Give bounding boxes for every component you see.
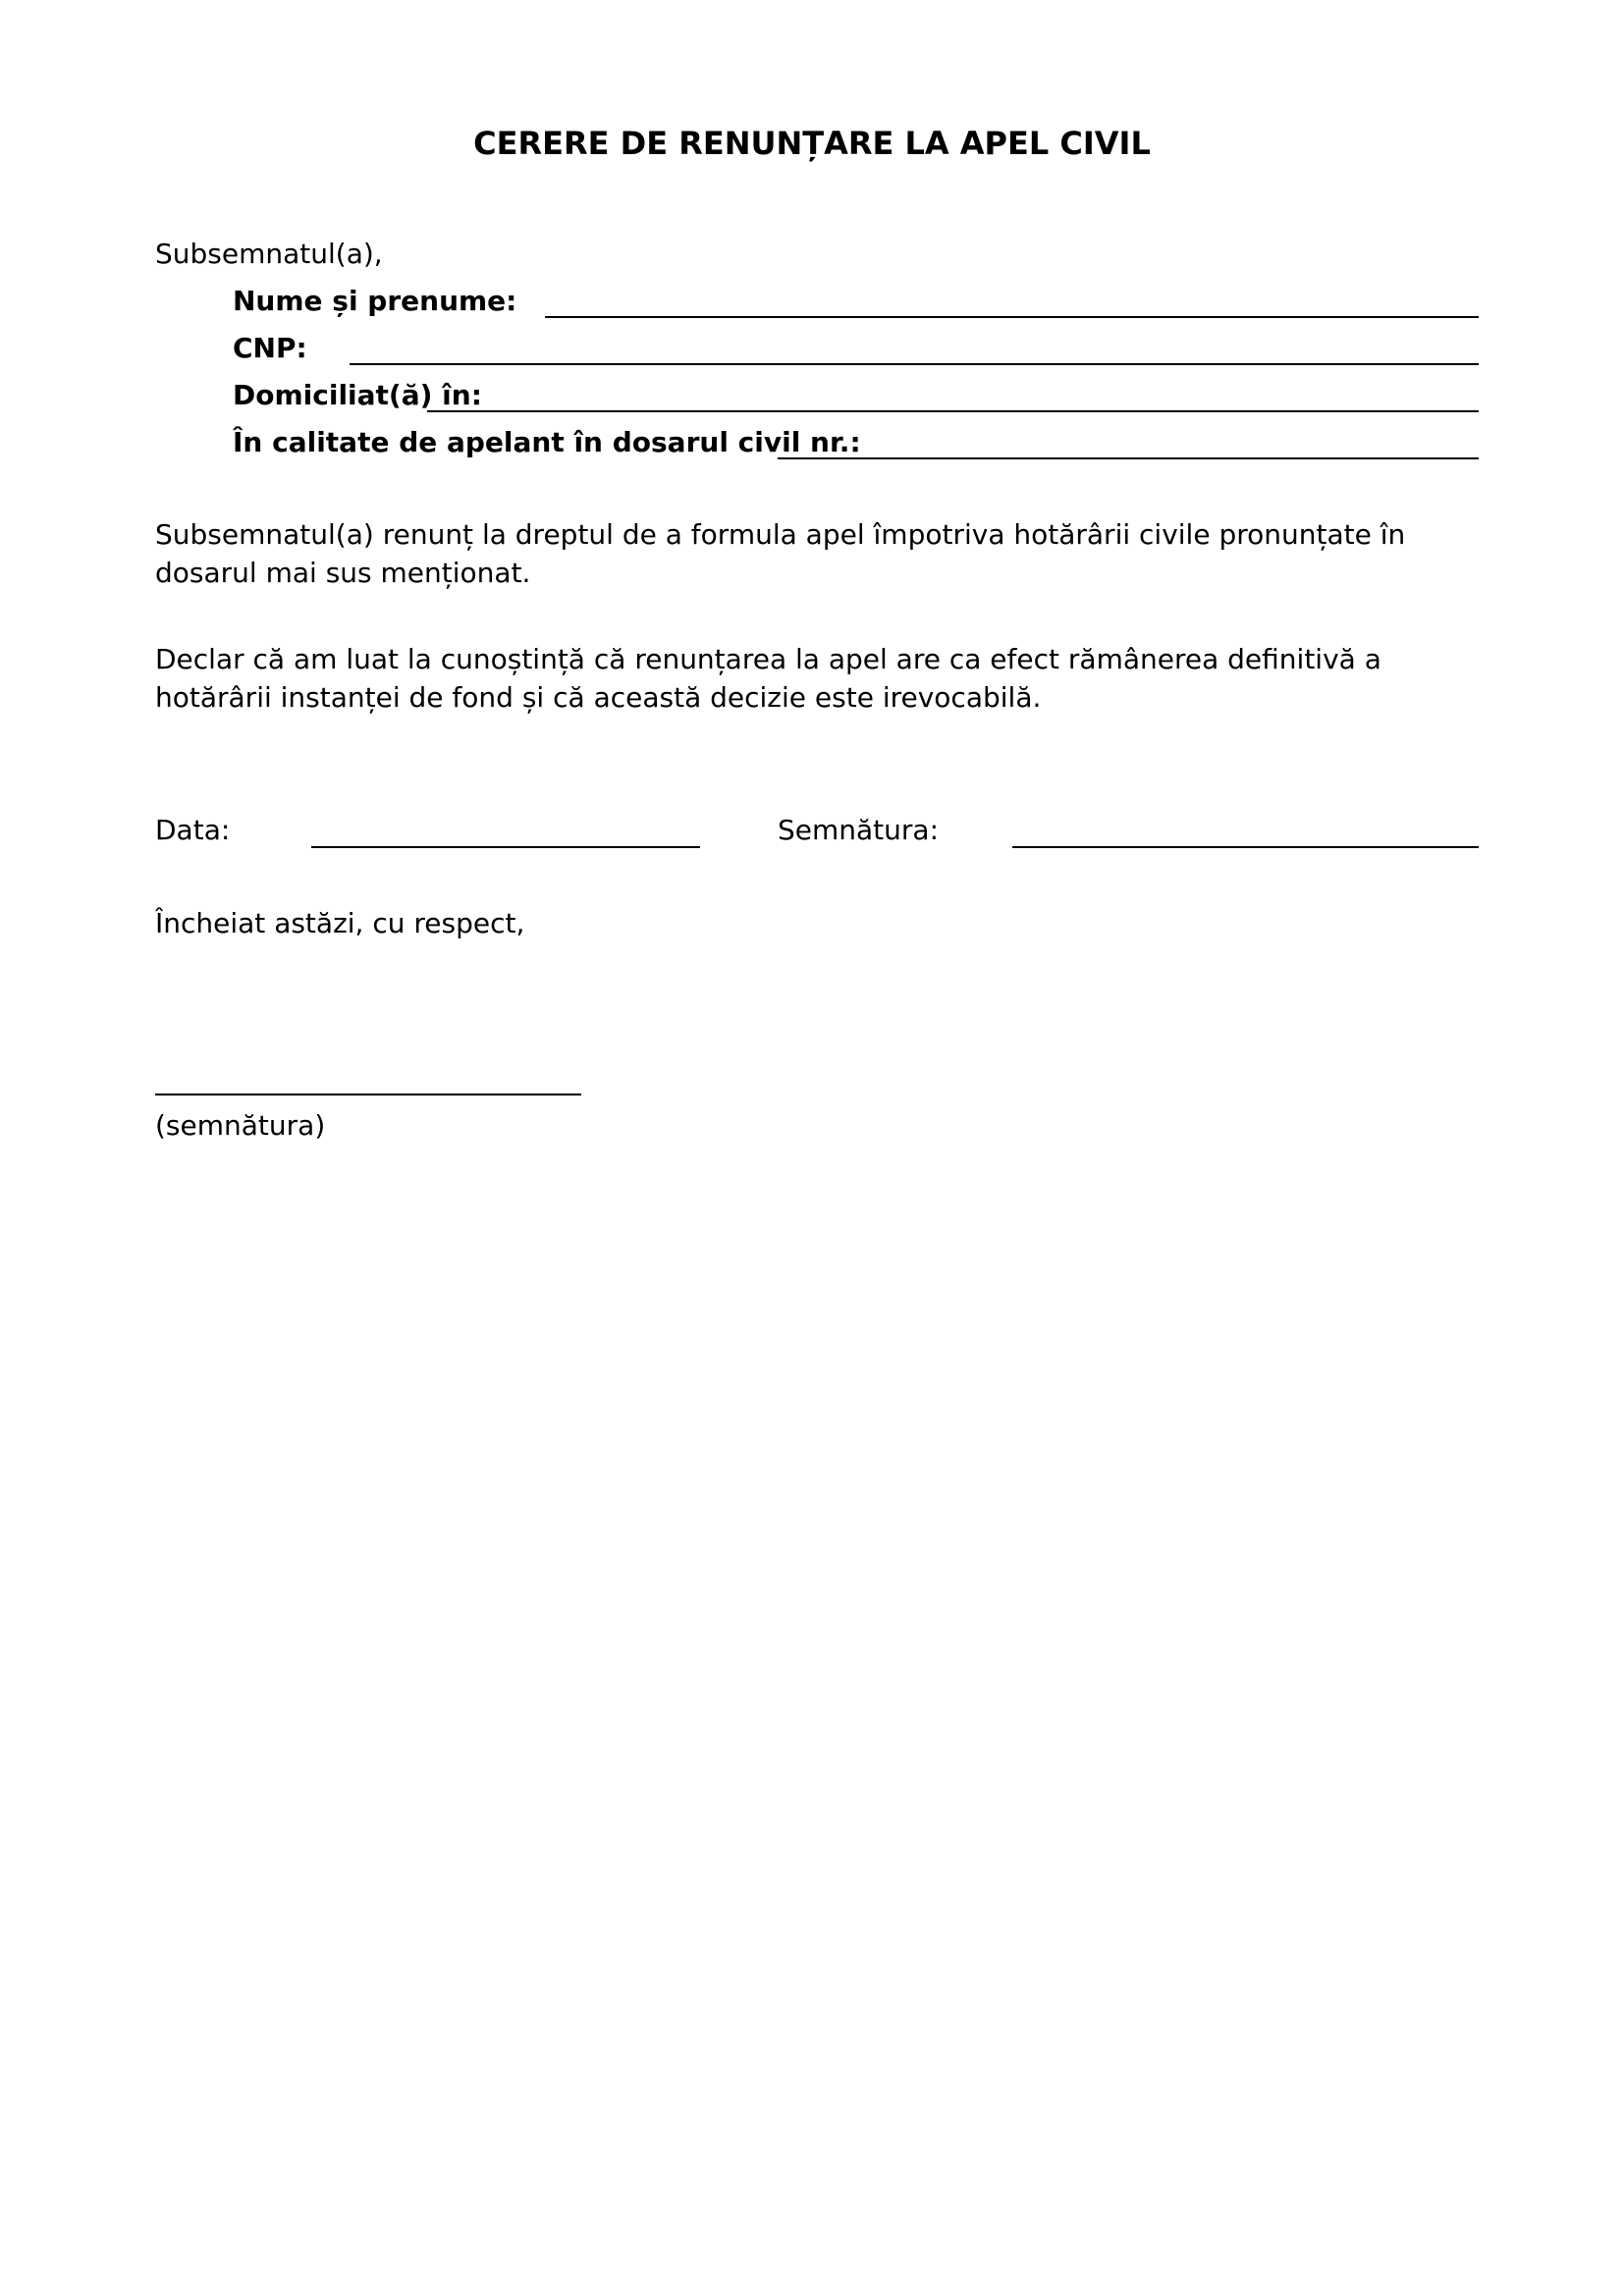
signature-label: Semnătura: (778, 814, 940, 846)
address-label: Domiciliat(ă) în: (233, 379, 482, 411)
renunciation-paragraph: Subsemnatul(a) renunț la dreptul de a formula apel împotriva hotărârii civile pronunțate în dosarul mai sus menționat. (155, 518, 1406, 589)
address-field-line[interactable] (427, 410, 1479, 412)
date-field-line[interactable] (311, 846, 700, 848)
bottom-signature-line[interactable] (155, 1094, 581, 1095)
name-field-line[interactable] (545, 316, 1479, 318)
cnp-field-line[interactable] (350, 363, 1479, 365)
case-number-label: În calitate de apelant în dosarul civil nr.: (233, 426, 861, 458)
case-number-field-line[interactable] (778, 457, 1479, 459)
signature-field-line[interactable] (1012, 846, 1479, 848)
closing-text: Încheiat astăzi, cu respect, (155, 907, 525, 939)
intro-text: Subsemnatul(a), (155, 238, 383, 270)
document-title: CERERE DE RENUNȚARE LA APEL CIVIL (473, 125, 1151, 162)
name-label: Nume și prenume: (233, 285, 517, 317)
cnp-label: CNP: (233, 332, 307, 364)
signature-caption: (semnătura) (155, 1109, 326, 1142)
declaration-paragraph: Declar că am luat la cunoștință că renunțarea la apel are ca efect rămânerea definitivă a hotărârii instanței de fond și că această decizie este irevocabilă. (155, 643, 1381, 714)
date-label: Data: (155, 814, 231, 846)
